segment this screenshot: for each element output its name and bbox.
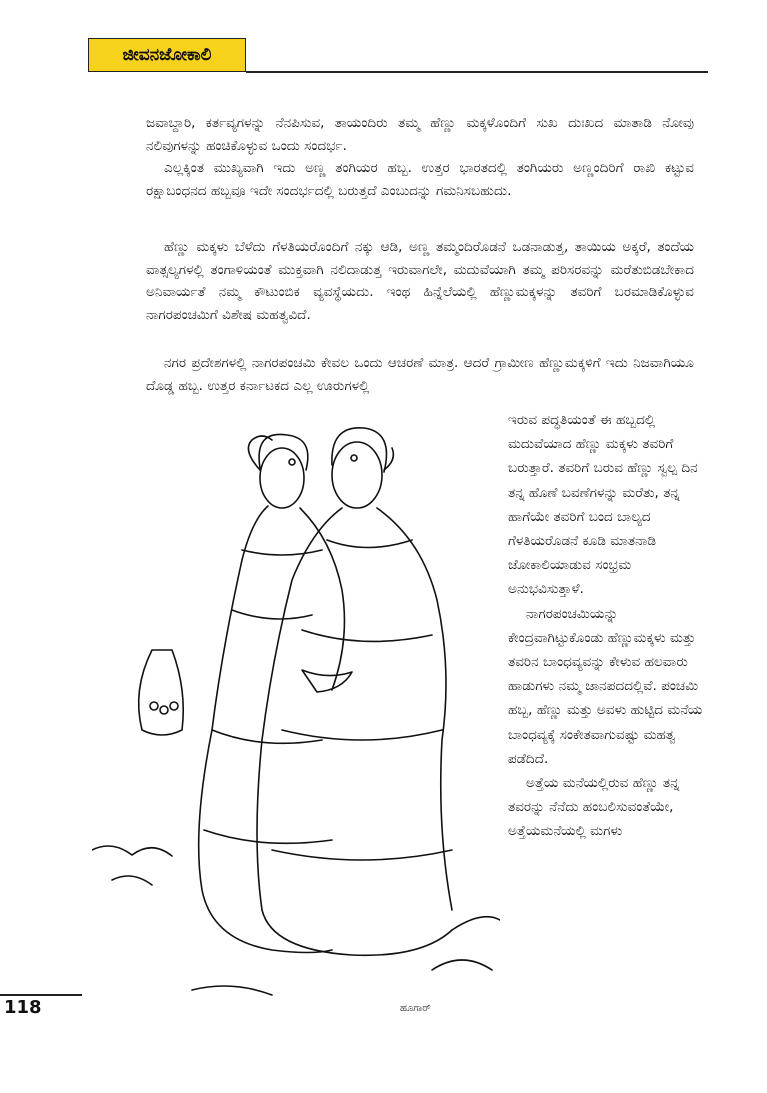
two-women-illustration bbox=[92, 410, 500, 1020]
paragraph-1: ಜವಾಬ್ದಾರಿ, ಕರ್ತವ್ಯಗಳನ್ನು ನೆನಪಿಸುವ, ತಾಯಂದಿರು ತಮ್ಮ ಹೆಣ್ಣು ಮಕ್ಕಳೊಂದಿಗೆ ಸುಖ ದುಃಖದ ಮಾತಾಡಿ ನೋವು ನಲಿವುಗಳನ್ನು ಹಂಚಿಕೊಳ್ಳುವ ಒಂದು ಸಂದರ್ಭ. bbox=[146, 115, 694, 154]
column-paragraph-1: ಇರುವ ಪದ್ಧತಿಯಂತೆ ಈ ಹಬ್ಬದಲ್ಲಿ ಮದುವೆಯಾದ ಹೆಣ್ಣು ಮಕ್ಕಳು ತವರಿಗೆ ಬರುತ್ತಾರೆ. ತವರಿಗೆ ಬರುವ ಹೆಣ್ಣು ಸ್ವಲ್ಪ ದಿನ ತನ್ನ ಹೊಣೆ ಬವಣೆಗಳನ್ನು ಮರೆತು, ತನ್ನ ಹಾಗೆಯೇ ತವರಿಗೆ ಬಂದ ಬಾಲ್ಯದ ಗೆಳತಿಯರೊಡನೆ ಕೂಡಿ ಮಾತನಾಡಿ ಜೋಕಾಲಿಯಾಡುವ ಸಂಭ್ರಮ ಅನುಭವಿಸುತ್ತಾಳೆ. bbox=[508, 412, 698, 598]
footer-rule bbox=[0, 994, 82, 996]
column-paragraph-2: ನಾಗರಪಂಚಮಿಯನ್ನು ಕೇಂದ್ರವಾಗಿಟ್ಟುಕೊಂಡು ಹೆಣ್ಣುಮಕ್ಕಳು ಮತ್ತು ತವರಿನ ಬಾಂಧವ್ಯವನ್ನು ಕೇಳುವ ಹಲವಾರು ಹಾಡುಗಳು ನಮ್ಮ ಜಾನಪದದಲ್ಲಿವೆ. ಪಂಚಮಿ ಹಬ್ಬ, ಹೆಣ್ಣು ಮತ್ತು ಅವಳು ಹುಟ್ಟಿದ ಮನೆಯ ಬಾಂಧವ್ಯಕ್ಕೆ ಸಂಕೇತವಾಗುವಷ್ಟು ಮಹತ್ವ ಪಡೆದಿದೆ. bbox=[508, 605, 703, 767]
column-paragraph-3: ಅತ್ತೆಯ ಮನೆಯಲ್ಲಿರುವ ಹೆಣ್ಣು ತನ್ನ ತವರನ್ನು ನೆನೆದು ಹಂಬಲಿಸುವಂತೆಯೇ, ಅತ್ತೆಯಮನೆಯಲ್ಲಿ ಮಗಳು bbox=[508, 775, 680, 840]
section-title: ಜೀವನಜೋಕಾಲಿ bbox=[122, 45, 212, 65]
section-title-tag bbox=[88, 38, 246, 72]
paragraph-4: ನಗರ ಪ್ರದೇಶಗಳಲ್ಲಿ ನಾಗರಪಂಚಮಿ ಕೇವಲ ಒಂದು ಆಚರಣೆ ಮಾತ್ರ. ಆದರೆ ಗ್ರಾಮೀಣ ಹೆಣ್ಣುಮಕ್ಕಳಿಗೆ ಇದು ನಿಜವಾಗಿಯೂ ದೊಡ್ಡ ಹಬ್ಬ. ಉತ್ತರ ಕರ್ನಾಟಕದ ಎಲ್ಲ ಊರುಗಳಲ್ಲಿ bbox=[146, 355, 694, 394]
paragraph-2: ಎಲ್ಲಕ್ಕಿಂತ ಮುಖ್ಯವಾಗಿ ಇದು ಅಣ್ಣ ತಂಗಿಯರ ಹಬ್ಬ. ಉತ್ತರ ಭಾರತದಲ್ಲಿ ತಂಗಿಯರು ಅಣ್ಣಂದಿರಿಗೆ ರಾಖಿ ಕಟ್ಟುವ ರಕ್ಷಾಬಂಧನದ ಹಬ್ಬವೂ ಇದೇ ಸಂದರ್ಭದಲ್ಲಿ ಬರುತ್ತದೆ ಎಂಬುದನ್ನು ಗಮನಿಸಬಹುದು. bbox=[146, 160, 694, 199]
side-column-text bbox=[508, 408, 704, 844]
paragraph-3: ಹೆಣ್ಣು ಮಕ್ಕಳು ಬೆಳೆದು ಗೆಳತಿಯರೊಂದಿಗೆ ನಕ್ಕು ಆಡಿ, ಅಣ್ಣ ತಮ್ಮಂದಿರೊಡನೆ ಒಡನಾಡುತ್ತ, ತಾಯಿಯ ಅಕ್ಕರೆ, ತಂದೆಯ ವಾತ್ಸಲ್ಯಗಳಲ್ಲಿ ತಂಗಾಳಿಯಂತೆ ಮುಕ್ತವಾಗಿ ನಲಿದಾಡುತ್ತ ಇರುವಾಗಲೇ, ಮದುವೆಯಾಗಿ ತಮ್ಮ ಪರಿಸರವನ್ನು ಮರೆತುಬಿಡಬೇಕಾದ ಅನಿವಾರ್ಯತೆ ನಮ್ಮ ಕೌಟುಂಬಿಕ ವ್ಯವಸ್ಥೆಯದು. ಇಂಥ ಹಿನ್ನೆಲೆಯಲ್ಲಿ ಹೆಣ್ಣುಮಕ್ಕಳನ್ನು ತವರಿಗೆ ಬರಮಾಡಿಕೊಳ್ಳುವ ನಾಗರಪಂಚಮಿಗೆ ವಿಶೇಷ ಮಹತ್ವವಿದೆ. bbox=[146, 239, 694, 323]
artist-signature: ಹೂಗಾರ್ bbox=[400, 1003, 431, 1014]
header-rule bbox=[246, 71, 708, 73]
page-number: 118 bbox=[4, 997, 42, 1018]
